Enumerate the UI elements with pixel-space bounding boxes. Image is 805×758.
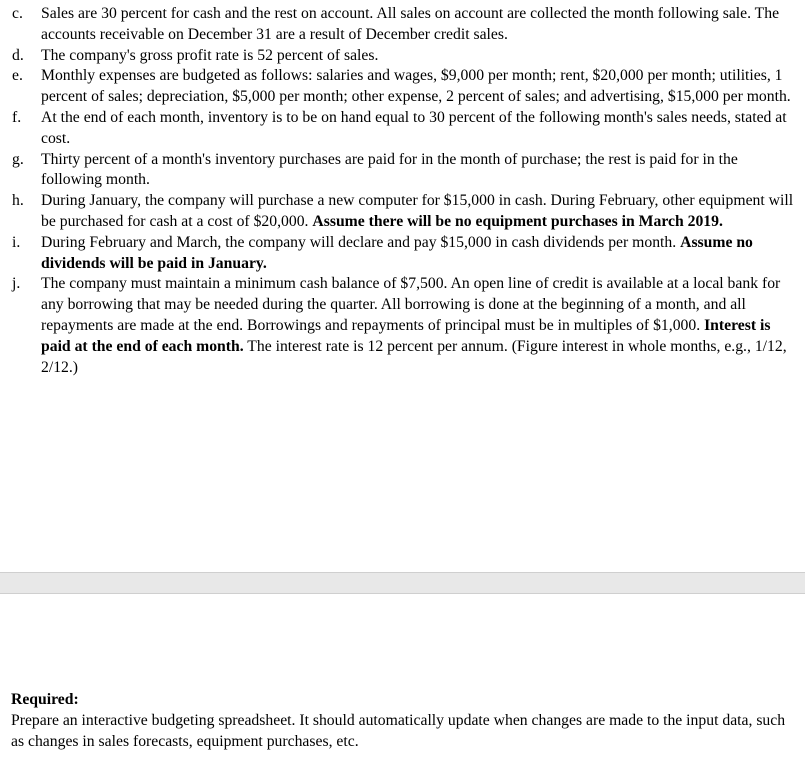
list-marker: h.: [12, 192, 24, 210]
required-heading: Required:: [11, 691, 79, 708]
requirements-list: [12, 4, 797, 378]
list-item-text: Monthly expenses are budgeted as follows: salaries and wages, $9,000 per month; rent, $20,000 per month; utilities, 1 percent of sales; depreciation, $5,000 per month; other expense, 2 percent of sales; and advertising, $15,000 per month.: [41, 67, 791, 106]
item-text-regular: During February and March, the company will declare and pay $15,000 in cash dividends per month.: [41, 233, 677, 251]
item-text-bold: Assume no dividends will be paid in January.: [41, 233, 753, 272]
list-item-text: Sales are 30 percent for cash and the rest on account. All sales on account are collected the month following sale. The accounts receivable on December 31 are a result of December credit sales.: [41, 5, 780, 43]
item-text-regular: The company must maintain a minimum cash balance of $7,500. An open line of credit is available at a local bank for any borrowing that may be needed during the quarter. All borrowing is done at the beginning of a month, and all repayments are made at the end. Borrowings and repayments of principal must be in multiples of $1,000.: [41, 275, 781, 334]
list-marker: c.: [12, 5, 23, 22]
required-text: Prepare an interactive budgeting spreadsheet. It should automatically update when changes are made to the input data, such as changes in sales forecasts, equipment purchases, etc.: [11, 712, 786, 750]
list-marker: d.: [12, 46, 24, 64]
list-item-j: [12, 274, 797, 378]
list-item-text: Thirty percent of a month's inventory purchases are paid for in the month of purchase; the rest is paid for in the following month.: [41, 150, 738, 189]
list-marker: i.: [12, 233, 21, 251]
list-item-text: [41, 274, 797, 378]
list-item-d: [12, 46, 797, 67]
list-item-text: The company's gross profit rate is 52 percent of sales.: [41, 46, 379, 64]
list-item-e: [12, 66, 797, 108]
list-item-text: At the end of each month, inventory is to be on hand equal to 30 percent of the following month's sales needs, stated at cost.: [41, 108, 787, 147]
list-marker: f.: [12, 108, 22, 126]
list-item-h: [12, 191, 797, 233]
section-divider: [0, 572, 805, 594]
list-item-i: [12, 233, 797, 275]
required-section: [11, 689, 796, 752]
list-item-f: [12, 108, 797, 150]
item-text-regular: During January, the company will purchase a new computer for $15,000 in cash. During February, other equipment will be purchased for cash at a cost of $20,000.: [41, 192, 794, 230]
item-text-bold: Assume there will be no equipment purchases in March 2019.: [312, 212, 723, 230]
list-marker: g.: [12, 150, 24, 168]
list-item-g: [12, 150, 797, 192]
item-text-bold: Interest is paid at the end of each month.: [41, 316, 771, 355]
list-item-text: [41, 191, 797, 233]
item-text-after: The interest rate is 12 percent per annum. (Figure interest in whole months, e.g., 1/12, 2/12.): [41, 337, 787, 376]
list-marker: j.: [12, 275, 21, 293]
list-item-text: [41, 233, 797, 275]
list-item-c: [12, 4, 797, 46]
list-marker: e.: [12, 67, 23, 85]
